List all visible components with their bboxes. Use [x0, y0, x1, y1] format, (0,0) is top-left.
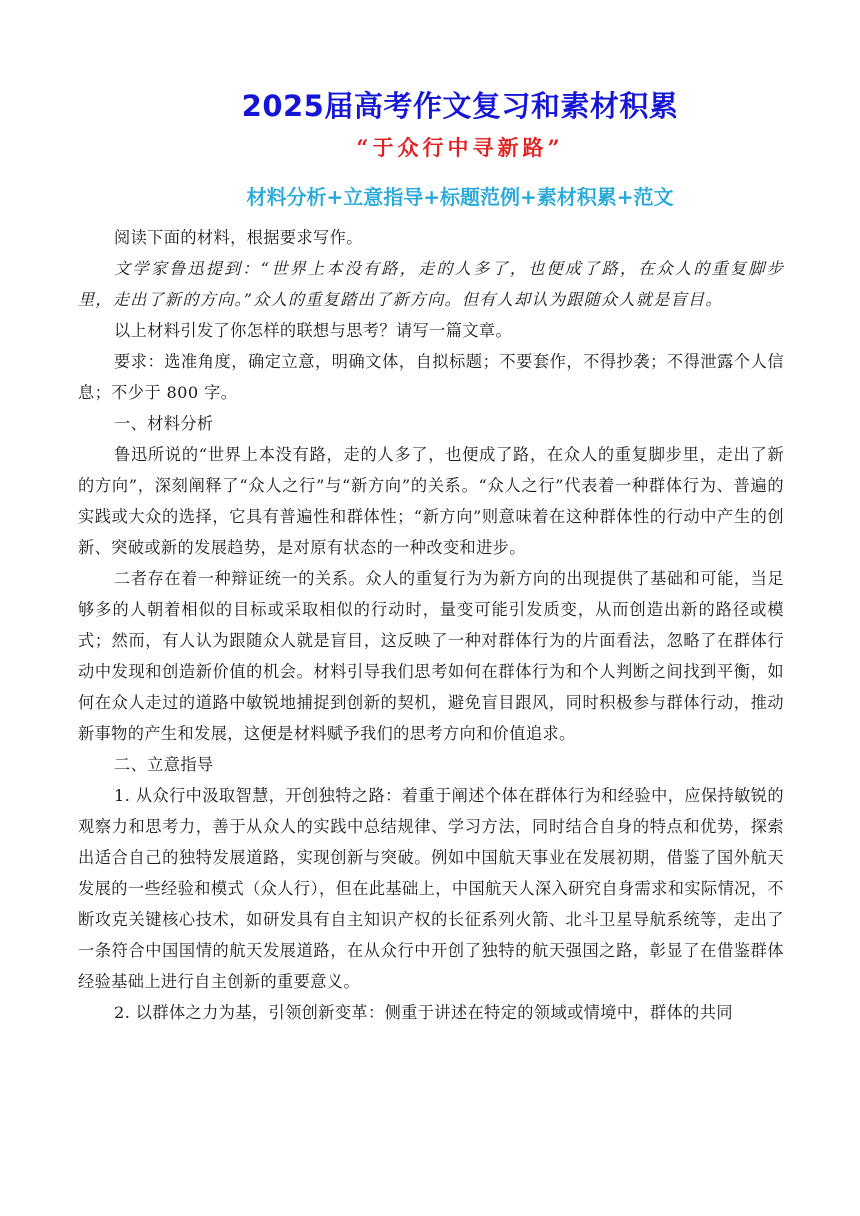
- document-title: 2025届高考作文复习和素材积累: [241, 89, 679, 123]
- guidance-item-2: 2. 以群体之力为基，引领创新变革：侧重于讲述在特定的领域或情境中，群体的共同: [114, 1003, 733, 1022]
- guidance-item-1: 1. 从众行中汲取智慧，开创独特之路：着重于阐述个体在群体行为和经验中，应保持敏锐的观察力和思考力，善于从众人的实践中总结规律、学习方法，同时结合自身的特点和优势，探索出适合自己的独特发展道路，实现创新与突破。例如中国航天事业在发展初期，借鉴了国外航天发展的一些经验和模式（众人行），但在此基础上，中国航天人深入研究自身需求和实际情况，不断攻克关键核心技术，如研发具有自主知识产权的长征系列火箭、北斗卫星导航系统等，走出了一条符合中国国情的航天发展道路，在从众行中开创了独特的航天强国之路，彰显了在借鉴群体经验基础上进行自主创新的重要意义。: [78, 786, 784, 991]
- prompt-paragraph: 以上材料引发了你怎样的联想与思考？请写一篇文章。: [114, 321, 513, 340]
- analysis-paragraph-1: 鲁迅所说的“世界上本没有路，走的人多了，也便成了路，在众人的重复脚步里，走出了新的方向”，深刻阐释了“众人之行”与“新方向”的关系。“众人之行”代表着一种群体行为、普遍的实践或大众的选择，它具有普遍性和群体性；“新方向”则意味着在这种群体性的行动中产生的创新、突破或新的发展趋势，是对原有状态的一种改变和进步。: [78, 445, 784, 557]
- instruction-paragraph: 阅读下面的材料，根据要求写作。: [114, 228, 363, 247]
- section-heading-guidance: 二、立意指导: [114, 755, 214, 774]
- requirements-paragraph: 要求：选准角度，确定立意，明确文体，自拟标题；不要套作，不得抄袭；不得泄露个人信息；不少于 800 字。: [78, 352, 784, 402]
- document-body: [78, 222, 784, 1028]
- analysis-paragraph-2: 二者存在着一种辩证统一的关系。众人的重复行为为新方向的出现提供了基础和可能，当足够多的人朝着相似的目标或采取相似的行动时，量变可能引发质变，从而创造出新的路径或模式；然而，有人认为跟随众人就是盲目，这反映了一种对群体行为的片面看法，忽略了在群体行动中发现和创造新价值的机会。材料引导我们思考如何在群体行为和个人判断之间找到平衡，如何在众人走过的道路中敏锐地捕捉到创新的契机，避免盲目跟风，同时积极参与群体行动，推动新事物的产生和发展，这便是材料赋予我们的思考方向和价值追求。: [78, 569, 784, 743]
- material-quote-paragraph: 文学家鲁迅提到：“世界上本没有路，走的人多了，也便成了路，在众人的重复脚步里，走出了新的方向。”众人的重复踏出了新方向。但有人却认为跟随众人就是盲目。: [78, 259, 784, 309]
- document-section-list: 材料分析+立意指导+标题范例+素材积累+范文: [246, 185, 674, 209]
- document-subtitle: “于众行中寻新路”: [356, 135, 564, 160]
- section-heading-analysis: 一、材料分析: [114, 414, 214, 433]
